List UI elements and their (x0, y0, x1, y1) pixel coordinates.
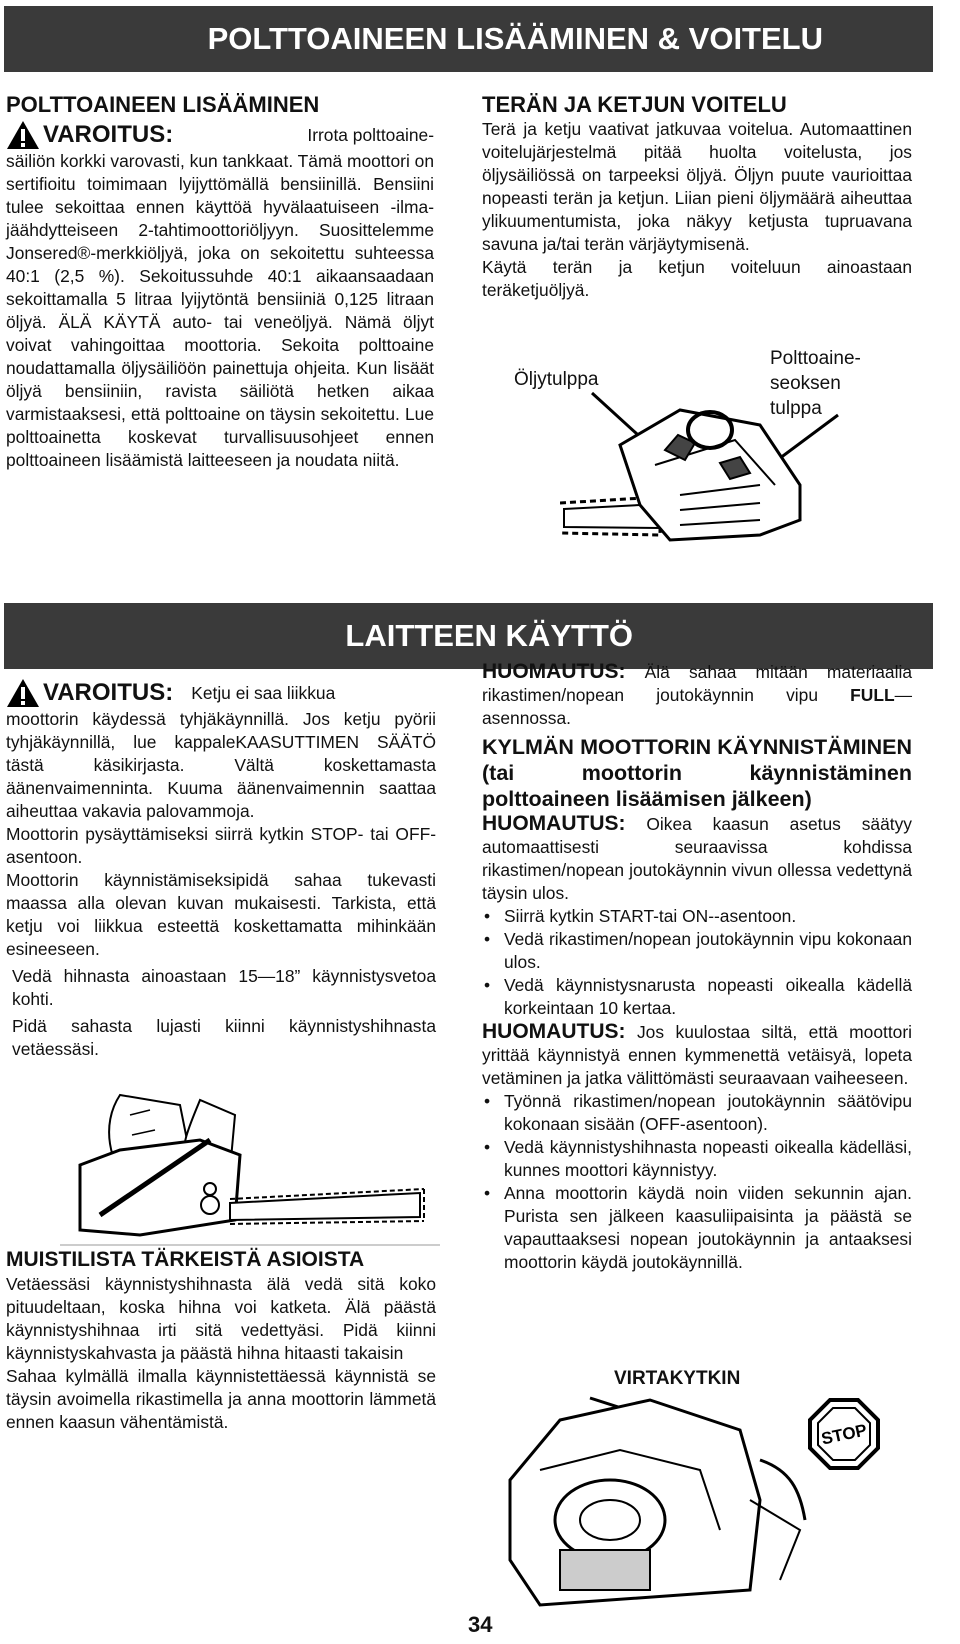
fuel-cap-label: Polttoaine- seoksen tulppa (770, 348, 861, 419)
operation-left-column (6, 678, 436, 1061)
list-item: • Anna moottorin käydä noin viiden sekunnin ajan. Purista sen jälkeen kaasuliipaisinta ja päästä se vapauttaaksesi nopean joutokäynnin ja antaaksesi moottorin käydä joutokäynnillä. (504, 1182, 912, 1274)
warning-lead: Ketju ei saa liikkua (191, 682, 336, 703)
fuel-body: säiliön korkki varovasti, kun tankkaat. Tämä moottori on sertifioitu toimimaan lyijyttömällä bensiinillä. Bensiini tulee sekoittaa ennen käyttöä hyvälaatuiseen -ilma-jäähdytteiseen 2-tahtimoottoriöljyyn. Suosittelemme Jonsered®-merkkiöljyä, joka on sekoitettu suhteessa 40:1 (2,5 %). Sekoitussuhde 40:1 aikaansaadaan sekoittamalla 5 litraa lyijytöntä bensiiniä 0,125 litraan öljyä. ÄLÄ KÄYTÄ auto- tai veneöljyä. Nämä öljyt voivat vahingoittaa moottoria. Sekoita polttoaine noudattamalla öljysäiliöön painettuja ohjeita. Kun lisäät öljyä bensiiniin, ravista säiliötä hetken aikaa varmistaaksesi, että polttoaine on täysin sekoitettu. Lue polttoainetta koskevat turvallisuusohjeet ennen polttoaineen lisäämistä laitteeseen ja noudata niitä. (6, 151, 434, 470)
step-list (482, 905, 912, 1020)
note-paragraph: HUOMAUTUS: Älä sahaa mitään materiaalia rikastimen/nopean joutokäynnin vipu FULL—asennossa. (482, 660, 912, 728)
operation-paragraph: Pidä sahasta lujasti kiinni käynnistyshihnasta vetäessäsi. (12, 1016, 436, 1059)
warning-triangle-icon (6, 120, 40, 150)
operation-paragraph: Vedä hihnasta ainoastaan 15—18” käynnistysvetoa kohti. (12, 966, 436, 1009)
cold-start-heading: KYLMÄN MOOTTORIN KÄYNNISTÄMINEN (tai moottorin käynnistäminen polttoaineen lisäämisen jälkeen) (482, 735, 912, 811)
section-heading: TERÄN JA KETJUN VOITELU (482, 92, 787, 117)
chainsaw-caps-illustration (560, 385, 930, 585)
warning-label: VAROITUS: (43, 121, 174, 148)
chainsaw-starting-illustration (60, 1085, 440, 1255)
banner-title: LAITTEEN KÄYTTÖ (345, 618, 633, 653)
note-label: HUOMAUTUS: (482, 660, 626, 683)
fuel-section (6, 92, 434, 472)
list-item: • Vedä käynnistysnarusta nopeasti oikealla kädellä korkeintaan 10 kertaa. (504, 974, 912, 1020)
lubrication-section (482, 92, 912, 302)
warning-lead: Irrota polttoaine- (307, 124, 434, 145)
section-banner-fuel (4, 6, 933, 72)
warning-line (6, 678, 436, 708)
note-paragraph: HUOMAUTUS: Oikea kaasun asetus säätyy automaattisesti seuraavissa kohdissa rikastimen/nopean joutokäynnin vivun ollessa vedettynä täysin ulos. (482, 812, 912, 903)
operation-right-column (482, 660, 912, 1274)
stop-sign-text: STOP (819, 1420, 869, 1449)
note-label: HUOMAUTUS: (482, 812, 626, 835)
checklist-paragraph: Sahaa kylmällä ilmalla käynnistettäessä käynnistä se täysin avoimella rikastimella ja anna moottorin lämmetä ennen kaasun vähentämistä. (6, 1366, 436, 1432)
banner-title: POLTTOAINEEN LISÄÄMINEN & VOITELU (207, 21, 823, 56)
lubrication-paragraph: Terä ja ketju vaativat jatkuvaa voitelua. Automaattinen voitelujärjestelmä pitää huolta voitelusta, jos öljysäiliössä on tarpeeksi öljyä. Öljyn puute vaurioittaa nopeasti terän ja ketjun. Liian pieni öljymäärä aiheuttaa ylikuumentumista, joka näkyy ketjusta tupruavana savuna ja/tai terän värjäytymisenä. (482, 119, 912, 254)
lubrication-paragraph: Käytä terän ja ketjun voiteluun ainoastaan teräketjuöljyä. (482, 257, 912, 300)
operation-paragraph: moottorin käydessä tyhjäkäynnillä. Jos ketju pyörii tyhjäkäynnillä, lue kappaleKAASUTTIMEN SÄÄTÖ tästä käsikirjasta. Vältä koskettamasta äänenvaimenninta. Kuuma äänenvaimennin saattaa aiheuttaa vakavia palovammoja. (6, 709, 436, 821)
section-heading: POLTTOAINEEN LISÄÄMINEN (6, 92, 320, 117)
warning-triangle-icon (6, 678, 40, 708)
operation-paragraph: Moottorin käynnistämiseksipidä sahaa tukevasti maassa alla olevan kuvan mukaisesti. Tarkista, että ketju voi liikkua esteettä koskettamatta mihinkään esineeseen. (6, 870, 436, 959)
list-item: • Vedä rikastimen/nopean joutokäynnin vipu kokonaan ulos. (504, 928, 912, 974)
warning-line (6, 120, 434, 150)
power-switch-illustration (500, 1360, 920, 1610)
oil-cap-label: Öljytulppa (514, 369, 599, 390)
warning-label: VAROITUS: (43, 679, 174, 706)
stop-sign-icon (810, 1400, 878, 1468)
page-number: 34 (468, 1612, 493, 1637)
checklist-heading: MUISTILISTA TÄRKEISTÄ ASIOISTA (6, 1248, 365, 1271)
note-paragraph: HUOMAUTUS: Jos kuulostaa siltä, että moottori yrittää käynnistyä ennen kymmenettä vetäisyä, lopeta vetäminen ja jatka välittömästi seuraavaan vaiheeseen. (482, 1020, 912, 1088)
note-label: HUOMAUTUS: (482, 1020, 626, 1043)
switch-label: VIRTAKYTKIN (614, 1368, 741, 1389)
operation-paragraph: Moottorin pysäyttämiseksi siirrä kytkin STOP- tai OFF-asentoon. (6, 824, 436, 867)
checklist-paragraph: Vetäessäsi käynnistyshihnasta älä vedä sitä koko pituudeltaan, koska hihna voi katketa. Älä päästä käynnistyshihnaa irti sitä vedettyäsi. Pidä kiinni käynnistyskahvasta ja päästä hihna hitaasti takaisin (6, 1274, 436, 1363)
checklist-section (6, 1247, 436, 1434)
list-item: • Siirrä kytkin START-tai ON--asentoon. (504, 905, 912, 928)
step-list (482, 1090, 912, 1274)
list-item: • Työnnä rikastimen/nopean joutokäynnin säätövipu kokonaan sisään (OFF-asentoon). (504, 1090, 912, 1136)
list-item: • Vedä käynnistyshihnasta nopeasti oikealla kädelläsi, kunnes moottori käynnistyy. (504, 1136, 912, 1182)
